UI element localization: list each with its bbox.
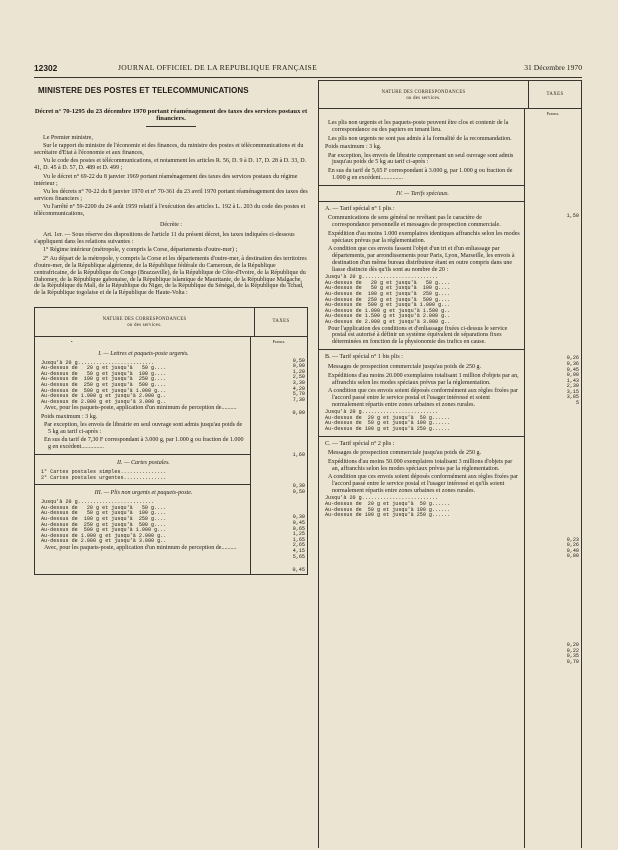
weight-line: Au-dessus de 1.000 g et jusqu'à 2.000 g..	[41, 393, 167, 400]
weight-lines	[41, 361, 246, 406]
table-body	[35, 337, 307, 574]
weight-line: Au-dessus de 20 g et jusqu'à 50 g....	[41, 365, 167, 372]
tax-values	[527, 538, 579, 560]
tax-value: 2,50	[292, 374, 305, 381]
text-line: Pour l'application des conditions et d'enliassage fixées ci-dessus le service postal est autorisé à définir un système équivalent de séparations fixes déterminées en fonction de la physionomie des trafics en cause.	[328, 325, 508, 346]
tax-value: 0,45	[566, 366, 579, 373]
weight-line: Au-dessus de 100 g et jusqu'à 250 g......	[325, 425, 451, 432]
section-rule	[35, 484, 250, 485]
bullet-mark: •	[71, 338, 73, 344]
weight-line: Au-dessus de 100 g et jusqu'à 250 g....	[41, 376, 167, 383]
en-sus-line: En sus du tarif de 5,65 F correspondant à 3.000 g, par 1.000 g ou fraction de 1.000 g en excédent...............	[328, 167, 513, 181]
tax-values	[253, 484, 305, 495]
weight-line: Au-dessus de 20 g et jusqu'à 50 g......	[325, 414, 451, 421]
text-line: Expédition d'au moins 1.000 exemplaires identiques affranchis selon les modes spéciaux prévus par la réglementation.	[328, 230, 520, 244]
header-rule	[34, 77, 582, 78]
tax-value: 0,50	[292, 488, 305, 495]
text-line: Les plis non urgents et les paquets-poste peuvent être clos et contenir de la correspondance ou des papiers en tenant lieu.	[328, 120, 509, 134]
text-line: Expéditions d'au moins 20.000 exemplaires totalisant 1 million d'objets par an, affranchis selon les modes spéciaux prévus par la réglementation.	[328, 372, 519, 386]
tax-value: 0,20	[566, 642, 579, 649]
weight-line: Au-dessus de 250 g et jusqu'à 500 g....	[41, 381, 167, 388]
weight-line: Jusqu'à 20 g.........................	[325, 495, 439, 502]
tax-value: 0,45	[292, 520, 305, 526]
left-column	[34, 86, 308, 848]
table-header	[35, 308, 307, 336]
text-line: A condition que ces envois soient déposés conformément aux règles fixées par l'accord passé entre le service postal et l'usager intéressé et soient normalement répartis entre zones urbaines et zones rurales.	[328, 387, 518, 408]
exception-line: Par exception, les envois de librairie comprenant un seul ouvrage sont admis jusqu'au poids de 5 kg au tarif ci-après :	[328, 152, 514, 166]
tax-value: 1,25	[292, 531, 305, 538]
right-column	[318, 80, 582, 848]
section-title: III. — Plis non urgents et paquets-poste.	[94, 490, 193, 497]
weight-line: Au-dessus de 50 g et jusqu'à 100 g......	[325, 506, 451, 513]
tax-value: 4,15	[292, 547, 305, 554]
carte-line: 1° Cartes postales simples...............	[41, 469, 167, 476]
page-number: 12302	[34, 63, 58, 73]
weight-line: Au-dessus de 20 g et jusqu'à 50 g......	[325, 500, 451, 507]
weight-line: Jusqu'à 20 g.........................	[325, 409, 439, 416]
tax-value: 0,65	[292, 525, 305, 532]
tax-value: 0,30	[292, 514, 305, 521]
nature-header-sub: ou des services.	[406, 96, 441, 102]
weight-line: Au-dessus de 2.000 g et jusqu'à 3.000 g..	[41, 398, 167, 405]
poids-line: Poids maximum : 3 kg.	[325, 144, 382, 151]
nature-header-label: NATURE DES CORRESPONDANCES	[102, 317, 187, 323]
table-body	[319, 109, 581, 848]
taxes-column	[250, 337, 307, 574]
weight-lines	[41, 500, 246, 545]
preamble-paragraph: Vu le décret n° 69-22 du 8 janvier 1969 portant réaménagement des taxes des services postaux du régime intérieur ;	[34, 173, 298, 187]
weight-line: Au-dessus de 100 g et jusqu'à 250 g....	[325, 291, 451, 297]
weight-line: Jusqu'à 20 g.........................	[41, 359, 155, 366]
weight-line: Au-dessus de 2.000 g et jusqu'à 3.000 g..	[41, 538, 167, 545]
text-line: Communications de sens général ne revêtant pas le caractère de correspondance personnelle et messages de prospection commerciale.	[328, 215, 501, 229]
tax-value: 1,50	[566, 213, 579, 220]
weight-line: Au-dessus de 1.500 g et jusqu'à 2.000 g..	[325, 313, 451, 320]
tax-value: 0,36	[566, 360, 579, 367]
tax-value: 0,45	[292, 567, 305, 574]
tax-value: 0,70	[566, 658, 579, 665]
tax-value: 1,60	[292, 452, 305, 459]
poids-line: Poids maximum : 3 kg.	[41, 413, 98, 420]
preamble-paragraph: Vu les décrets n° 70-22 du 8 janvier 1970 et n° 70-361 du 23 avril 1970 portant réaménagement des taxes des services financiers ;	[34, 189, 308, 202]
decrete-heading: Décrète :	[160, 222, 182, 229]
ministry-heading: MINISTERE DES POSTES ET TELECOMMUNICATIONS	[38, 86, 249, 95]
section-title: I. — Lettres et paquets-poste urgents.	[98, 350, 189, 357]
decree-title: Décret n° 70-1295 du 23 décembre 1970 portant réaménagement des taxes des services postaux et financiers.	[34, 107, 308, 123]
text-line: Les plis non urgents ne sont pas admis à la formalité de la recommandation.	[328, 135, 512, 142]
tarif-heading: B. — Tarif spécial n° 1 bis plis :	[325, 354, 403, 361]
tax-value: 7,30	[292, 396, 305, 403]
tax-value: 0,90	[566, 372, 579, 379]
issue-date: 31 Décembre 1970	[524, 63, 582, 72]
carte-line: 2° Cartes postales urgentes..............	[41, 474, 167, 481]
weight-line: Au-dessus de 20 g et jusqu'à 50 g....	[41, 504, 167, 511]
tax-value: 3,30	[292, 380, 305, 387]
tax-value: 0,40	[566, 547, 579, 554]
text-line: A condition que ces envois fassent l'objet d'un tri et d'un enliassage par départements, par arrondissements pour Paris, Lyon, Marseille, les envois à destination d'un même bureau distributeur étant en outre compris dans une liasse distincte dès qu'ils sont au nombre de 20 :	[328, 246, 515, 273]
tax-value: 0,50	[292, 357, 305, 364]
tax-value: 1,43	[566, 377, 579, 384]
tax-value: 2,65	[292, 542, 305, 549]
units-label: Francs.	[546, 111, 560, 117]
title-rule	[146, 126, 196, 127]
tax-value: 0,30	[292, 483, 305, 490]
tax-values	[253, 515, 305, 560]
note-line: Avec, pour les paquets-poste, application d'un minimum de perception de..........	[44, 405, 237, 412]
section-rule	[319, 201, 524, 202]
tax-value: 0,90	[292, 363, 305, 370]
tax-value: 1,65	[292, 536, 305, 543]
text-line: Messages de prospection commerciale jusqu'au poids de 250 g.	[328, 450, 482, 457]
weight-lines	[325, 275, 520, 325]
nature-column	[319, 109, 524, 848]
weight-line: Au-dessus de 20 g et jusqu'à 50 g....	[325, 279, 451, 286]
tax-value: 0,26	[566, 542, 579, 549]
article-paragraph: 2° Au départ de la métropole, y compris la Corse et les départements d'outre-mer, à destination des territoires d'outre-mer, de la République algérienne, de la République fédérale du Cameroun, de la République centrafricaine, de la République du Congo (Brazzaville), de la République de Côte-d'Ivoire, de la République du Dahomey, de la République gabonaise, de la République islamique de Mauritanie, de la République Malgache, de la République du Mali, de la République du Niger, de la République du Sénégal, de la République du Tchad, de la République togolaise et de la République de Haute-Volta :	[34, 255, 307, 297]
text-line: A condition que ces envois soient déposés conformément aux règles fixées par l'accord passé entre le service postal et l'usager intéressé et qu'ils soient normalement répartis entre zones urbaines et zones rurales.	[328, 474, 518, 494]
tax-value: 0,35	[566, 653, 579, 660]
tax-value: 4,20	[292, 385, 305, 392]
tax-value: 2,30	[566, 383, 579, 390]
preamble-paragraph: Sur le rapport du ministre de l'économie et des finances, du ministre des postes et télécommunications et du secrétaire d'Etat à l'économie et aux finances,	[34, 143, 304, 157]
tax-value: 0,23	[566, 536, 579, 543]
tax-value: 0,80	[566, 553, 579, 560]
weight-lines	[325, 410, 520, 432]
tariff-table-right	[318, 80, 582, 848]
section-rule	[319, 349, 524, 350]
exception-line: Par exception, les envois de librairie en seul ouvrage sont admis jusqu'au poids de 5 kg au tarif ci-après :	[44, 422, 243, 436]
section-rule	[319, 436, 524, 437]
tax-value: 1,20	[292, 368, 305, 375]
weight-line: Jusqu'à 20 g.........................	[325, 274, 439, 281]
weight-line: Au-dessus de 50 g et jusqu'à 100 g....	[41, 510, 167, 517]
tax-value: 3,85	[566, 394, 579, 401]
weight-line: Au-dessus de 50 g et jusqu'à 100 g....	[41, 370, 167, 377]
journal-title: JOURNAL OFFICIEL DE LA REPUBLIQUE FRANÇAISE	[118, 63, 318, 72]
nature-header-label: NATURE DES CORRESPONDANCES	[381, 90, 466, 95]
weight-line: Au-dessus de 1.000 g et jusqu'à 2.000 g..	[41, 532, 167, 539]
weight-line: Au-dessus de 50 g et jusqu'à 100 g......	[325, 420, 451, 427]
preamble-paragraph: Vu le code des postes et télécommunications, et notamment les articles R. 56, D. 9 à D. 17, D. 28 à D. 33, D. 41, D. 45 à D. 57, D. 489 et D. 499 ;	[34, 158, 307, 172]
tax-value: 5,65	[292, 553, 305, 560]
weight-lines	[325, 496, 520, 518]
page-header	[34, 61, 582, 77]
en-sus-line: En sus du tarif de 7,30 F correspondant à 3.000 g, par 1.000 g ou fraction de 1.000 g en excédent...............	[44, 437, 244, 451]
weight-line: Au-dessus de 1.000 g et jusqu'à 1.500 g..	[325, 307, 451, 314]
table-header	[319, 81, 581, 109]
tax-value: 0,90	[292, 410, 305, 417]
weight-line: Au-dessus de 2.000 g et jusqu'à 3.000 g..	[325, 318, 451, 325]
tax-values	[253, 359, 305, 404]
tax-value: 5	[575, 400, 579, 407]
text-line: Expéditions d'au moins 50.000 exemplaires totalisant 3 millions d'objets par an, affranchis selon les modes spéciaux prévus par la réglementation.	[328, 458, 513, 472]
section-rule	[35, 454, 250, 455]
weight-line: Au-dessus de 250 g et jusqu'à 500 g....	[41, 521, 167, 528]
preamble-paragraph: Vu l'arrêté n° 59-2200 du 24 août 1959 relatif à l'exécution des articles L. 192 à L. 203 du code des postes et télécommunications,	[34, 204, 306, 218]
nature-column	[35, 337, 250, 574]
tax-value: 0,26	[566, 355, 579, 362]
weight-line: Au-dessus de 50 g et jusqu'à 100 g....	[325, 285, 451, 292]
taxes-column	[524, 109, 581, 848]
tax-value: 0,22	[566, 647, 579, 654]
section-title: II. — Cartes postales.	[117, 460, 170, 467]
taxes-column-header: TAXES	[254, 308, 307, 335]
section-rule	[319, 185, 524, 186]
nature-column-header	[35, 308, 254, 335]
weight-line: Au-dessus de 500 g et jusqu'à 1.000 g...	[41, 387, 167, 394]
weight-line: Au-dessus de 500 g et jusqu'à 1.000 g...	[325, 302, 451, 309]
text-line: Messages de prospection commerciale jusqu'au poids de 250 g.	[328, 364, 482, 371]
section-title: IV. — Tarifs spéciaux.	[396, 190, 449, 197]
tax-values	[527, 356, 579, 406]
article-paragraph: 1° Régime intérieur (métropole, y compris la Corse, départements d'outre-mer) ;	[43, 247, 238, 254]
tax-value: 5,70	[292, 391, 305, 398]
weight-line: Au-dessus de 500 g et jusqu'à 1.000 g...	[41, 527, 167, 534]
weight-line: Au-dessus de 100 g et jusqu'à 250 g......	[325, 512, 451, 519]
tax-values	[527, 643, 579, 665]
cartes-lines	[41, 470, 246, 481]
nature-header-sub: ou des services.	[127, 323, 162, 329]
tax-value: 3,15	[566, 388, 579, 395]
tarif-heading: A. — Tarif spécial n° 1 plis :	[325, 205, 395, 212]
weight-line: Au-dessus de 250 g et jusqu'à 500 g....	[325, 296, 451, 303]
note-line: Avec, pour les paquets-poste, application d'un minimum de perception de..........	[44, 545, 237, 551]
weight-line: Au-dessus de 100 g et jusqu'à 250 g....	[41, 516, 167, 523]
tarif-heading: C. — Tarif spécial n° 2 plis :	[325, 440, 395, 447]
taxes-column-header: TAXES	[528, 81, 581, 108]
weight-line: Jusqu'à 20 g.........................	[41, 499, 155, 506]
preamble-paragraph: Le Premier ministre,	[43, 134, 93, 141]
nature-column-header	[319, 81, 528, 108]
units-label: Francs.	[272, 338, 286, 344]
tariff-table-left	[34, 307, 308, 575]
article-paragraph: Art. 1er. — Sous réserve des dispositions de l'article 11 du présent décret, les taxes indiquées ci-dessous s'appliquent dans les relations suivantes :	[34, 232, 295, 245]
